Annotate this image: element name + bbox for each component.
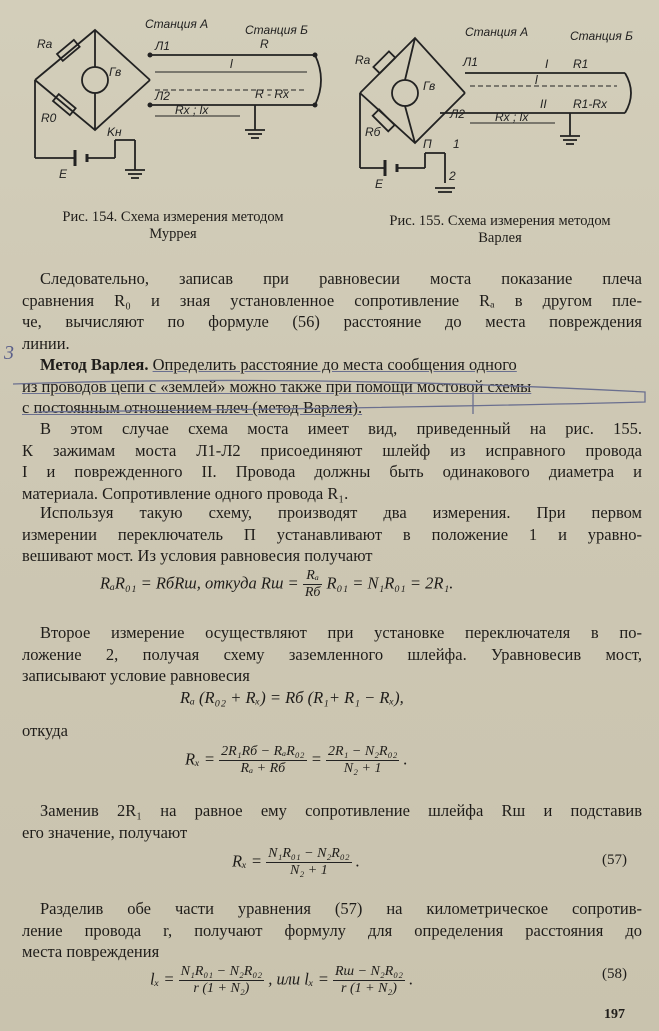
svg-text:Станция Б: Станция Б (245, 23, 308, 37)
svg-text:Ra: Ra (355, 53, 371, 67)
paragraph-distance: Разделив обе части уравнения (57) на километрическое сопротив- ление провода r, получают формулу для определения расстояния до места повреждения (22, 899, 642, 961)
svg-text:Rб: Rб (365, 125, 381, 139)
svg-text:П: П (423, 137, 432, 151)
svg-text:l: l (230, 57, 233, 71)
svg-text:Гв: Гв (423, 79, 436, 93)
svg-text:Гв: Гв (109, 65, 122, 79)
svg-text:Л2: Л2 (450, 107, 465, 121)
svg-text:Станция А: Станция А (145, 17, 209, 31)
figure-154-murray-circuit (15, 10, 330, 190)
galvanometer (82, 67, 108, 93)
figure-155-caption: Рис. 155. Схема измерения методом Варлея (389, 213, 611, 246)
paragraph-substitution: Заменив 2R₁ на равное ему сопротивление шлейфа Rш и подставив его значение, получают (22, 801, 642, 842)
svg-text:Л2: Л2 (155, 89, 170, 103)
formula-balance-1: RₐR₀₁ = RбRш, откуда Rш = $\frac{\text{Rₐ}}{Rб}$ R₀₁ = N₁R₀₁ = 2R₁. (100, 568, 454, 600)
formula-57: Rₓ = $\frac{\text{N₁R₀₁ − N₂R₀₂}}{\text{N₂ + 1}}$ . (232, 846, 360, 878)
svg-text:2: 2 (449, 169, 456, 183)
equation-number-58: (58) (602, 966, 627, 982)
svg-text:Станция Б: Станция Б (570, 29, 633, 43)
equation-number-57: (57) (602, 852, 627, 868)
figure-155-varley-circuit (345, 18, 645, 208)
paragraph-two-measurements: Используя такую схему, производят два измерения. При первом измерении переключатель П устанавливают в положение 1 и уравно- вешивают мост. Из условия равновесия получают (22, 503, 642, 565)
svg-text:I: I (545, 57, 549, 71)
svg-text:R - Rx: R - Rx (255, 87, 289, 101)
svg-text:E: E (59, 167, 68, 181)
svg-text:R0: R0 (41, 111, 57, 125)
svg-text:R1-Rx: R1-Rx (573, 97, 608, 111)
section-title-varley: Метод Варлея. (40, 355, 149, 374)
svg-text:Л1: Л1 (155, 39, 170, 53)
svg-text:Rx ; lx: Rx ; lx (175, 103, 209, 117)
pencil-annotation (5, 372, 655, 422)
formula-rx-1: Rₓ = $\frac{\text{2R₁Rб − RₐR₀₂}}{\text{Rₐ + Rб}}$ = $\frac{\text{2R₁ − N₂R₀₂}}{\text{N₂ + 1}}$ . (185, 744, 408, 776)
svg-text:Л1: Л1 (463, 55, 478, 69)
figure-154-caption: Рис. 154. Схема измерения методом Муррея (62, 209, 284, 242)
svg-text:R1: R1 (573, 57, 589, 71)
word-whence: откуда (22, 721, 68, 740)
formula-58: lₓ = $\frac{\text{N₁R₀₁ − N₂R₀₂}}{\text{r (1 + N₂)}}$ , или lₓ = $\frac{\text{Rш − N₂R₀₂}}{\text{r (1 + N₂)}}$ . (150, 964, 414, 996)
svg-text:II: II (540, 97, 547, 111)
page-number: 197 (604, 1007, 625, 1022)
svg-text:l: l (535, 73, 538, 87)
galvanometer (392, 80, 418, 106)
formula-balance-2: Rₐ (R₀₂ + Rₓ) = Rб (R₁+ R₁ − Rₓ), (180, 688, 404, 707)
svg-text:Rx ; lx: Rx ; lx (495, 110, 529, 124)
svg-text:Kн: Kн (107, 125, 122, 139)
paragraph-conclusion-murray: Следовательно, записав при равновесии моста показание плеча сравнения R₀ и зная установленное сопротивление Rₐ в другом пле- че, вычисляют по формуле (56) расстояние до места повреждения линии. (22, 269, 642, 353)
svg-text:Станция А: Станция А (465, 25, 529, 39)
resistor-ra (373, 51, 395, 73)
handwritten-margin-mark: 3 (4, 342, 14, 364)
svg-text:E: E (375, 177, 384, 191)
paragraph-bridge-scheme: В этом случае схема моста имеет вид, приведенный на рис. 155. К зажимам моста Л1-Л2 присоединяют шлейф из исправного провода I и поврежденного II. Провода должны быть одинакового диаметра и материала. Сопротивление одного провода R₁. (22, 419, 642, 503)
svg-text:1: 1 (453, 137, 460, 151)
svg-text:R: R (260, 37, 269, 51)
resistor-ra (57, 40, 80, 61)
svg-text:Ra: Ra (37, 37, 53, 51)
paragraph-varley-method: Метод Варлея. Определить расстояние до места сообщения одного из проводов цепи с «землей» можно также при помощи мостовой схемы с постоянным отношением плеч (метод Варлея). (22, 355, 532, 417)
paragraph-second-measurement: Второе измерение осуществляют при установке переключателя в по- ложение 2, получая схему заземленного шлейфа. Уравновесив мост, записывают условие равновесия (22, 623, 642, 685)
